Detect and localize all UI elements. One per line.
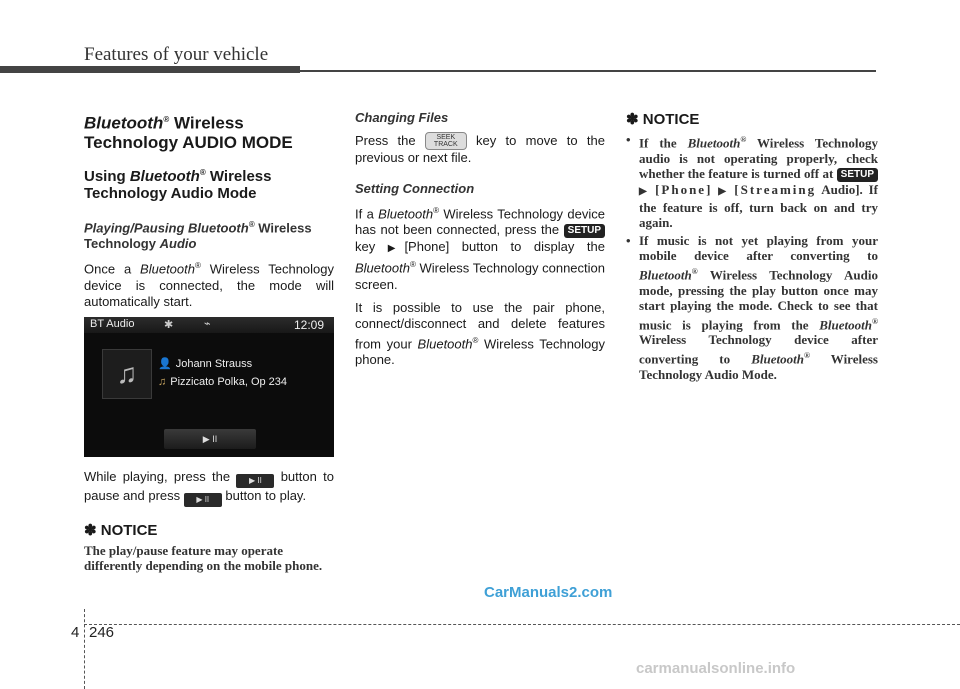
notice-text: The play/pause feature may operate differently depending on the mobile phone.: [84, 542, 323, 574]
subsection-title: Using Bluetooth® Wireless Technology Audio Mode: [84, 167, 272, 202]
column-1: [84, 110, 334, 574]
setup-key-icon: SETUP: [837, 168, 878, 182]
paragraph-setting-connection: If a Bluetooth® Wireless Technology device has not been connected, press the SETUP key ▶[Phone] button to display the Bluetooth® Wireless Technology connection screen.: [355, 205, 605, 293]
arrow-right-icon: ▶: [387, 242, 405, 254]
music-note-icon: ♫: [158, 375, 167, 388]
playing-pausing-heading: Playing/Pausing Bluetooth® Wireless Technology Audio: [84, 219, 312, 251]
paragraph-auto-start: Once a Bluetooth® Wireless Technology device is connected, the mode will automatically start.: [84, 260, 334, 310]
paragraph-changing-files: Press the SEEK TRACK key to move to the previous or next file.: [355, 133, 605, 165]
screen-clock: 12:09: [294, 317, 325, 332]
play-pause-button-icon: ▶ II: [236, 474, 274, 488]
paragraph-pair-phone: It is possible to use the pair phone, connect/disconnect and delete features from your Bluetooth® Wireless Technology phone.: [355, 299, 606, 368]
album-art-music-note-icon: ♫: [102, 349, 152, 399]
setup-key-icon: SETUP: [564, 224, 605, 238]
notice-heading: ✽ NOTICE: [84, 521, 158, 539]
usb-icon: ⌁: [204, 317, 211, 330]
screen-title: BT Audio: [90, 317, 135, 330]
column-3: [626, 110, 878, 384]
notice-list: [626, 132, 878, 382]
footer-vertical-rule: [84, 609, 85, 689]
site-watermark: carmanualsonline.info: [636, 660, 796, 677]
page-header: Features of your vehicle: [84, 44, 269, 65]
header-rule: [300, 70, 876, 72]
seek-track-key-icon: SEEK TRACK: [425, 132, 467, 150]
screen-play-pause-button[interactable]: ▶ II: [164, 429, 256, 449]
notice-bullet-2: • If music is not yet playing from your mobile device after converting to Bluetooth® Wireless Technology Audio mode, pressing the play button once may start playing the mode. Check to see that music is playing from the Bluetooth® Wireless Technology device after converting to Bluetooth® Wireless Technology Audio Mode.: [626, 233, 878, 382]
paragraph-play-pause: While playing, press the ▶ II button to pause and press ▶ II button to play.: [84, 469, 334, 507]
section-title: Bluetooth® Wireless Technology AUDIO MODE: [84, 113, 293, 152]
setting-connection-heading: Setting Connection: [355, 180, 475, 196]
arrow-right-icon: ▶: [639, 186, 650, 198]
header-bar: [0, 66, 300, 73]
bluetooth-icon: ✱: [164, 318, 174, 331]
column-2: [355, 110, 605, 375]
bt-audio-screen: [84, 317, 334, 457]
changing-files-heading: Changing Files: [355, 110, 449, 125]
track-row: ♫ Pizzicato Polka, Op 234: [158, 375, 288, 388]
page-number: 246: [89, 624, 115, 641]
person-icon: 👤: [158, 357, 172, 370]
footer-rule: [84, 624, 960, 625]
chapter-number: 4: [71, 624, 80, 641]
watermark-link[interactable]: CarManuals2.com: [484, 584, 613, 601]
arrow-right-icon: ▶: [718, 186, 729, 198]
notice-bullet-1: • If the Bluetooth® Wireless Technology audio is not operating properly, check whether the feature is turned off at SETUP ▶ [Phone] ▶ [Streaming Audio]. If the feature is off, turn back on and try again.: [626, 132, 878, 231]
artist-row: 👤 Johann Strauss: [158, 357, 253, 370]
notice-heading: ✽ NOTICE: [626, 111, 700, 128]
play-pause-button-icon: ▶ II: [184, 493, 222, 507]
